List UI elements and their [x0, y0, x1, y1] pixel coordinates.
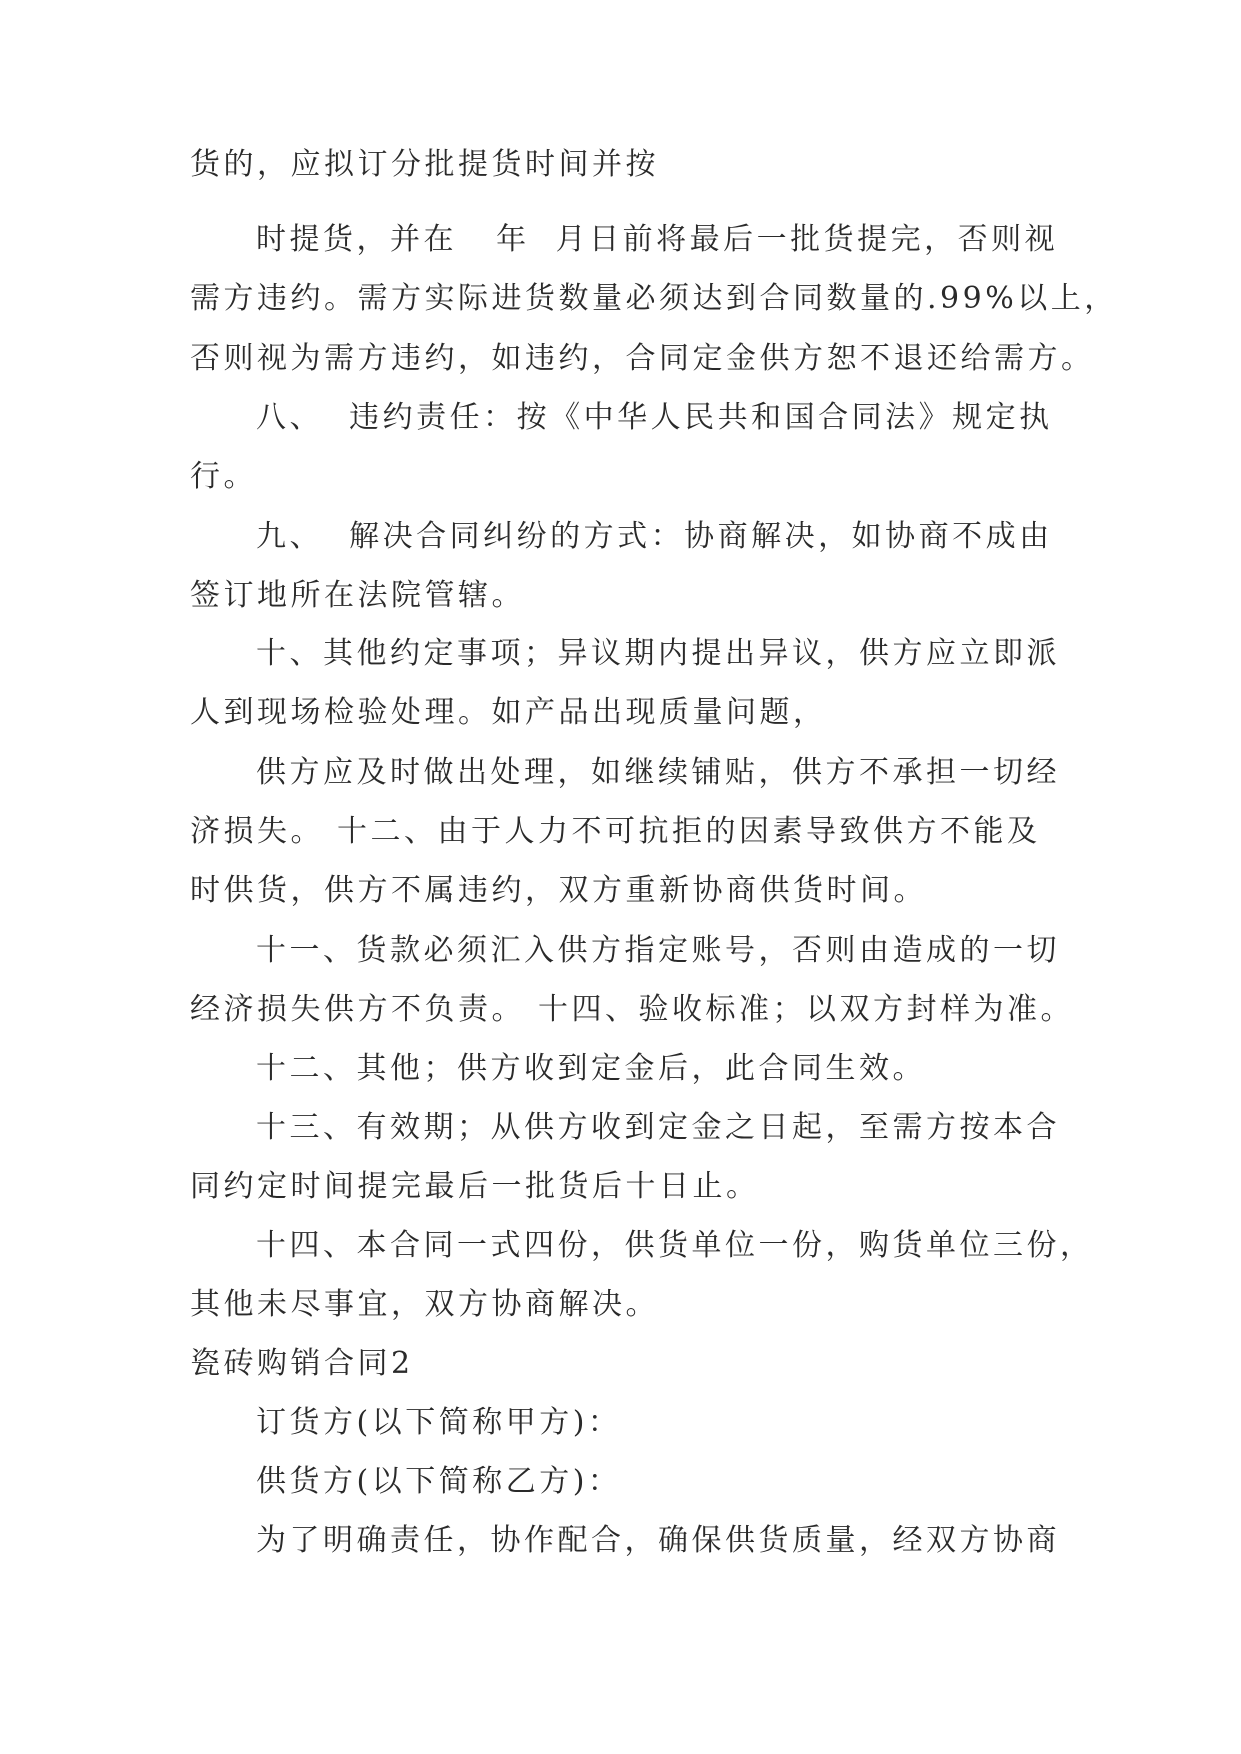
text-line: 为了明确责任，协作配合，确保供货质量，经双方协商: [256, 1523, 1060, 1558]
text-line: 供货方(以下简称乙方)：: [256, 1464, 622, 1499]
text-line: 时供货，供方不属违约，双方重新协商供货时间。: [190, 873, 927, 908]
text-line: 人到现场检验处理。如产品出现质量问题，: [190, 695, 827, 730]
text-line: 货的，应拟订分批提货时间并按: [190, 147, 659, 182]
text-line: 经济损失供方不负责。 十四、验收标准；以双方封样为准。: [190, 992, 1075, 1027]
text-line: 十一、货款必须汇入供方指定账号，否则由造成的一切: [256, 933, 1060, 968]
text-line: 订货方(以下简称甲方)：: [256, 1405, 622, 1440]
text-line: 行。: [190, 459, 257, 494]
text-line: 其他未尽事宜，双方协商解决。: [190, 1287, 659, 1322]
text-line: 签订地所在法院管辖。: [190, 578, 525, 613]
text-line: 需方违约。需方实际进货数量必须达到合同数量的.99%以上，: [190, 281, 1118, 316]
text-line: 同约定时间提完最后一批货后十日止。: [190, 1169, 760, 1204]
text-line: 十、其他约定事项；异议期内提出异议，供方应立即派: [256, 636, 1060, 671]
text-line: 八、 违约责任：按《中华人民共和国合同法》规定执: [256, 400, 1053, 435]
text-line: 供方应及时做出处理，如继续铺贴，供方不承担一切经: [256, 755, 1060, 790]
text-line: 时提货，并在 年 月日前将最后一批货提完，否则视: [256, 222, 1059, 257]
text-line: 否则视为需方违约，如违约，合同定金供方恕不退还给需方。: [190, 341, 1095, 376]
text-line: 九、 解决合同纠纷的方式：协商解决，如协商不成由: [256, 519, 1053, 554]
text-line: 十二、其他；供方收到定金后，此合同生效。: [256, 1051, 926, 1086]
text-line: 济损失。 十二、由于人力不可抗拒的因素导致供方不能及: [190, 814, 1041, 849]
text-line: 十三、有效期；从供方收到定金之日起，至需方按本合: [256, 1110, 1060, 1145]
section-heading: 瓷砖购销合同2: [190, 1346, 414, 1381]
text-line: 十四、本合同一式四份，供货单位一份，购货单位三份，: [256, 1228, 1094, 1263]
